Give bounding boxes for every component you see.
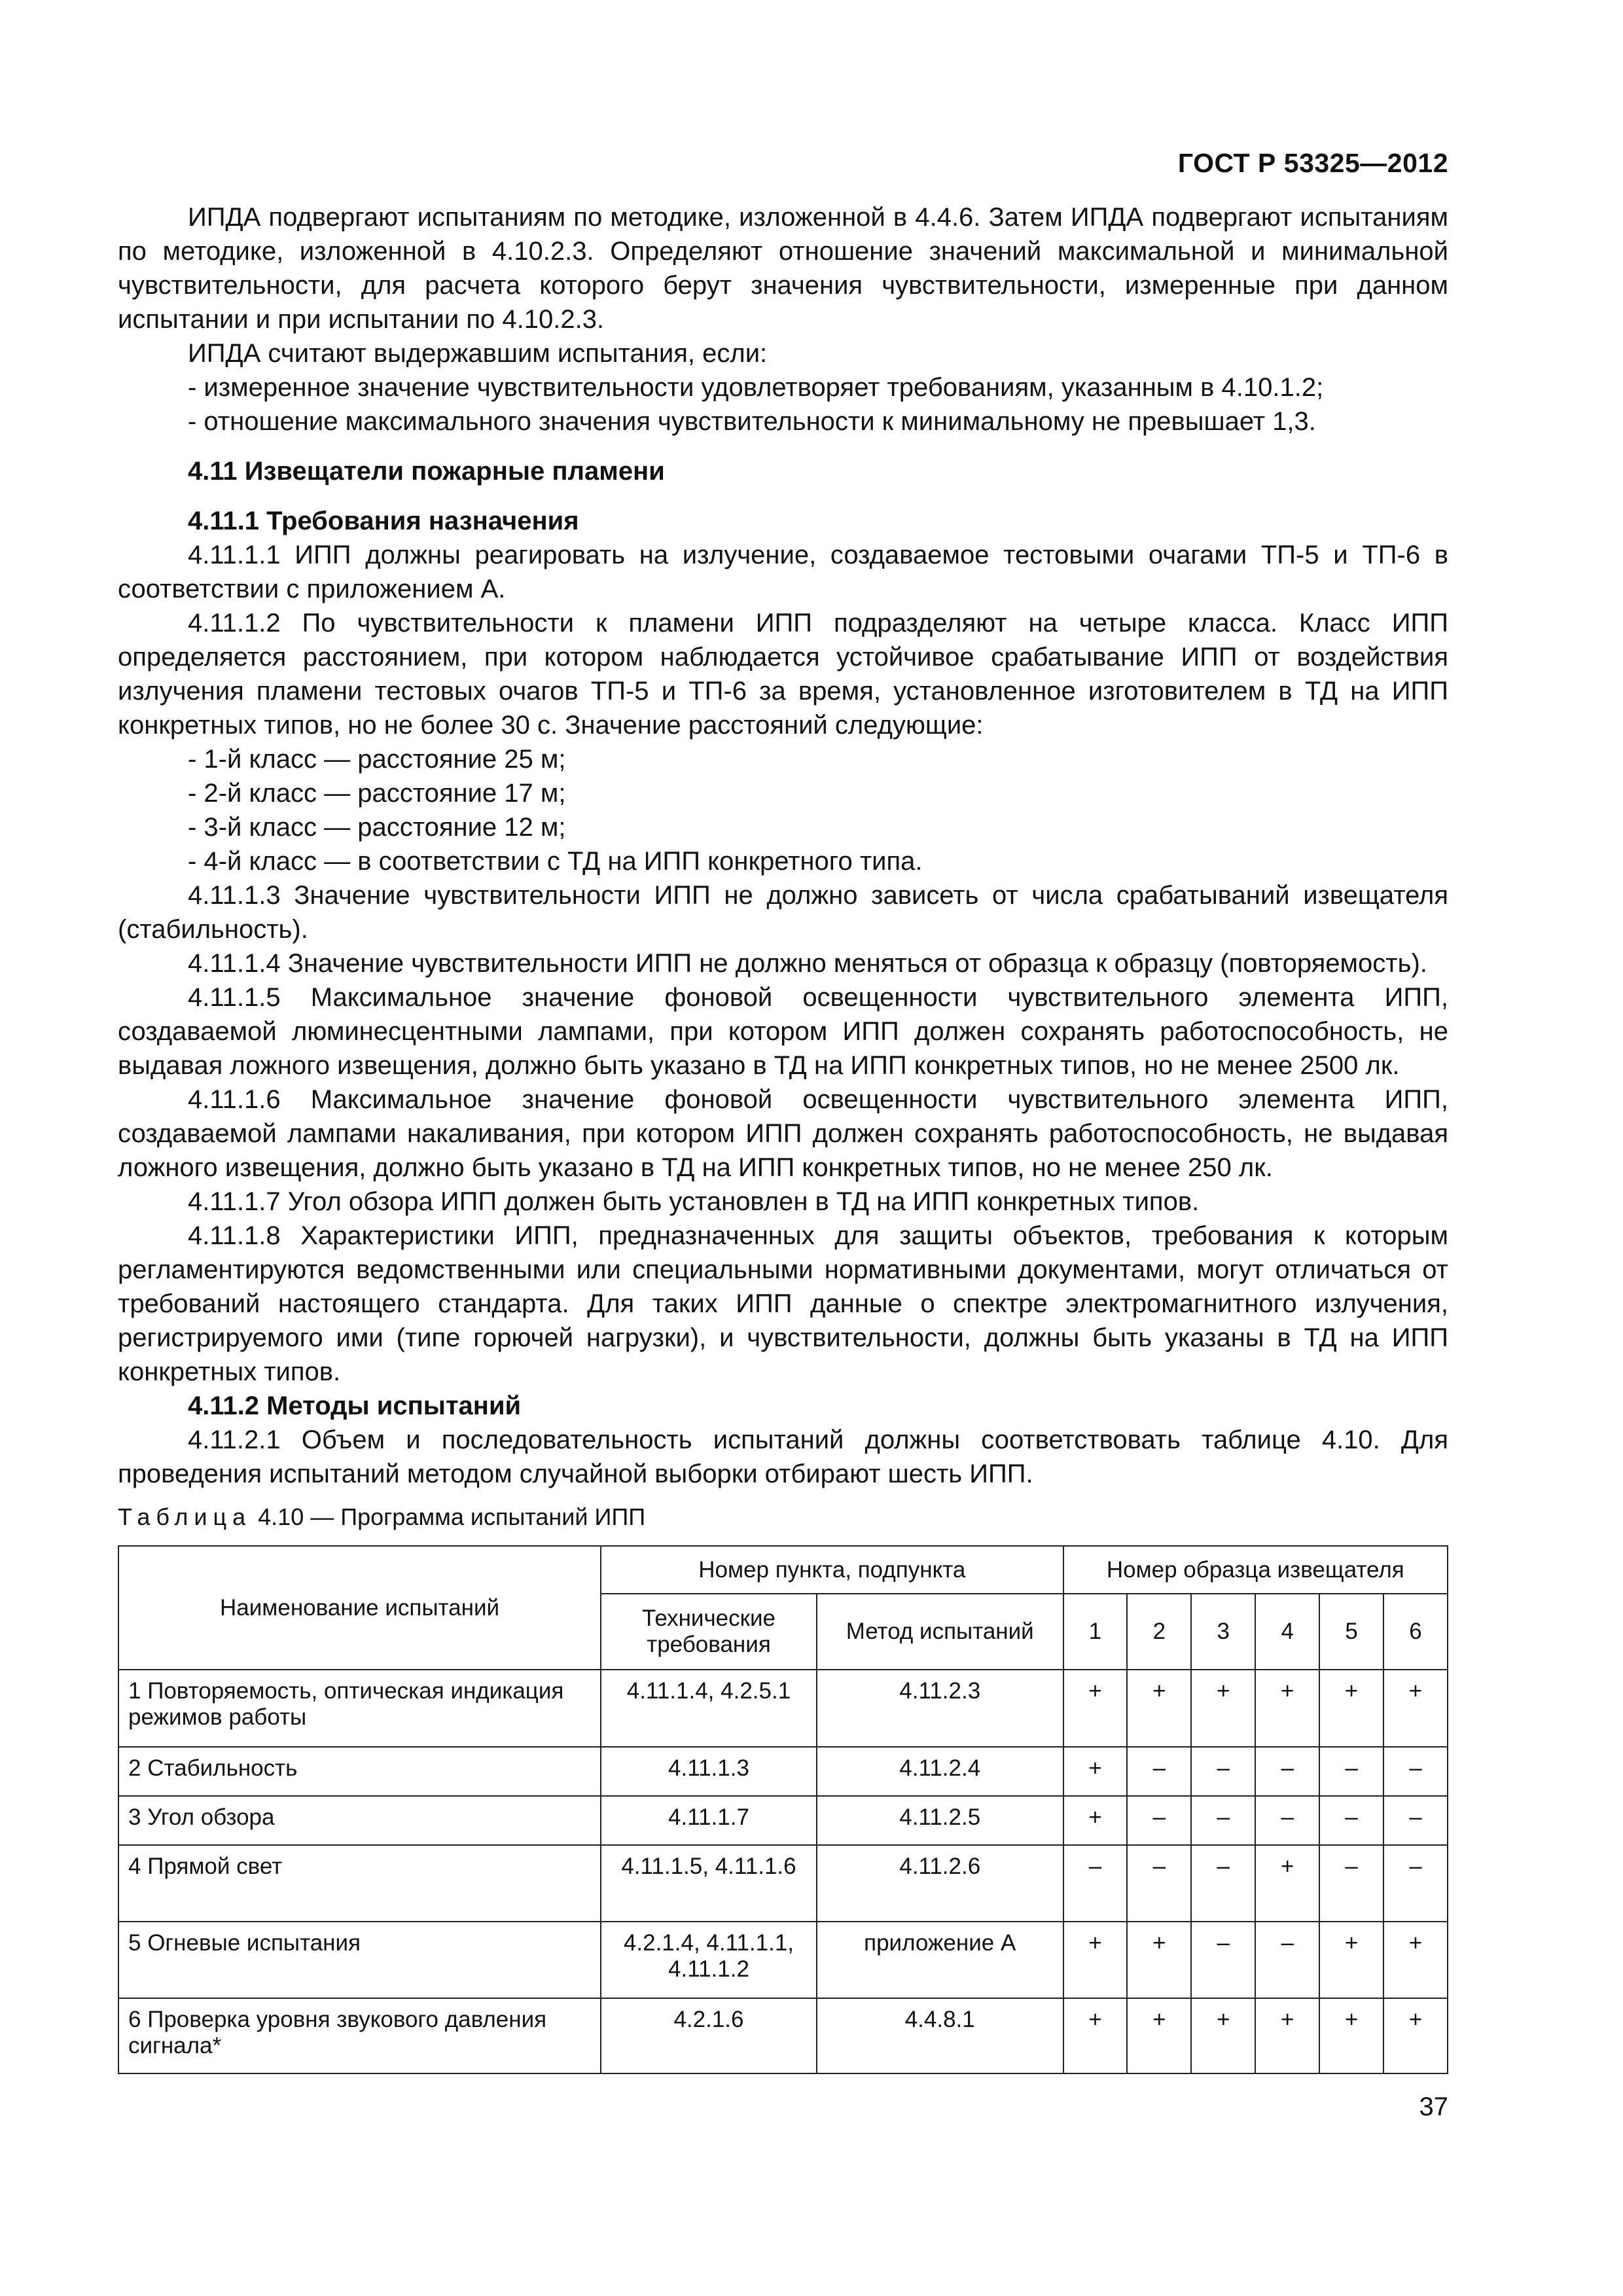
sample-mark-cell: – xyxy=(1127,1796,1191,1845)
paragraph: 4.11.1.5 Максимальное значение фоновой освещенности чувствительного элемента ИПП, создаваемой люминесцентными лампами, при котором ИПП должен сохранять работоспособность, не выдавая ложного извещения, должно быть указано в ТД на ИПП конкретных типов, но не менее 2500 лк. xyxy=(118,983,1448,1080)
list-item: - отношение максимального значения чувствительности к минимальному не превышает 1,3. xyxy=(188,407,1316,436)
table-row xyxy=(118,1998,1448,2073)
page-body xyxy=(118,200,1448,1491)
sample-mark-cell: – xyxy=(1255,1747,1319,1796)
sample-mark-cell: – xyxy=(1127,1845,1191,1922)
table-caption xyxy=(118,1503,645,1532)
sample-mark-cell: + xyxy=(1063,1670,1128,1747)
sample-mark-cell: + xyxy=(1063,1922,1128,1998)
subsection-heading: 4.11.2 Методы испытаний xyxy=(188,1391,522,1420)
list-item: - 3-й класс — расстояние 12 м; xyxy=(188,813,566,842)
test-name-cell: 6 Проверка уровня звукового давления сигнала* xyxy=(118,1998,601,2073)
header-sample-2: 2 xyxy=(1127,1594,1191,1670)
sample-mark-cell: – xyxy=(1319,1747,1383,1796)
test-programme-table xyxy=(118,1545,1448,2074)
table-caption-label: Таблица xyxy=(118,1503,252,1530)
header-test-method: Метод испытаний xyxy=(817,1594,1063,1670)
header-sample-5: 5 xyxy=(1319,1594,1383,1670)
tech-requirement-cell: 4.2.1.4, 4.11.1.1, 4.11.1.2 xyxy=(601,1922,817,1998)
header-sample-group: Номер образца извещателя xyxy=(1063,1546,1448,1594)
sample-mark-cell: + xyxy=(1127,1998,1191,2073)
section-heading: 4.11 Извещатели пожарные пламени xyxy=(188,457,665,486)
sample-mark-cell: – xyxy=(1319,1845,1383,1922)
test-method-cell: 4.4.8.1 xyxy=(817,1998,1063,2073)
page-number: 37 xyxy=(1419,2092,1448,2121)
paragraph: 4.11.1.1 ИПП должны реагировать на излучение, создаваемое тестовыми очагами ТП-5 и ТП-6 в соответствии с приложением А. xyxy=(118,541,1448,603)
sample-mark-cell: – xyxy=(1191,1747,1255,1796)
sample-mark-cell: – xyxy=(1383,1747,1448,1796)
header-sample-6: 6 xyxy=(1383,1594,1448,1670)
paragraph: 4.11.1.7 Угол обзора ИПП должен быть установлен в ТД на ИПП конкретных типов. xyxy=(188,1187,1200,1216)
sample-mark-cell: + xyxy=(1319,1670,1383,1747)
paragraph: 4.11.1.8 Характеристики ИПП, предназначенных для защиты объектов, требования к которым регламентируются ведомственными или специальными нормативными документами, могут отличаться от требований настоящего стандарта. Для таких ИПП данные о спектре электромагнитного излучения, регистрируемого ими (типе горючей нагрузки), и чувствительности, должны быть указаны в ТД на ИПП конкретных типов. xyxy=(118,1221,1448,1386)
sample-mark-cell: – xyxy=(1319,1796,1383,1845)
test-method-cell: 4.11.2.3 xyxy=(817,1670,1063,1747)
table-row xyxy=(118,1922,1448,1998)
test-name-cell: 1 Повторяемость, оптическая индикация режимов работы xyxy=(118,1670,601,1747)
tech-requirement-cell: 4.11.1.4, 4.2.5.1 xyxy=(601,1670,817,1747)
test-method-cell: 4.11.2.4 xyxy=(817,1747,1063,1796)
sample-mark-cell: + xyxy=(1191,1998,1255,2073)
sample-mark-cell: + xyxy=(1319,1998,1383,2073)
sample-mark-cell: + xyxy=(1383,1998,1448,2073)
sample-mark-cell: – xyxy=(1191,1796,1255,1845)
tech-requirement-cell: 4.2.1.6 xyxy=(601,1998,817,2073)
paragraph: 4.11.1.4 Значение чувствительности ИПП не должно меняться от образца к образцу (повторяемость). xyxy=(188,949,1427,978)
header-sample-1: 1 xyxy=(1063,1594,1128,1670)
table-row xyxy=(118,1670,1448,1747)
test-name-cell: 3 Угол обзора xyxy=(118,1796,601,1845)
sample-mark-cell: + xyxy=(1127,1922,1191,1998)
list-item: - 1-й класс — расстояние 25 м; xyxy=(188,745,566,774)
sample-mark-cell: + xyxy=(1063,1998,1128,2073)
sample-mark-cell: + xyxy=(1319,1922,1383,1998)
document-code: ГОСТ Р 53325—2012 xyxy=(1177,148,1448,178)
list-item: - 2-й класс — расстояние 17 м; xyxy=(188,779,566,808)
table-row xyxy=(118,1747,1448,1796)
paragraph: ИПДА считают выдержавшим испытания, если: xyxy=(188,339,768,368)
test-name-cell: 2 Стабильность xyxy=(118,1747,601,1796)
tech-requirement-cell: 4.11.1.5, 4.11.1.6 xyxy=(601,1845,817,1922)
header-sample-3: 3 xyxy=(1191,1594,1255,1670)
subsection-heading: 4.11.1 Требования назначения xyxy=(188,507,579,535)
sample-mark-cell: – xyxy=(1191,1845,1255,1922)
paragraph: ИПДА подвергают испытаниям по методике, изложенной в 4.4.6. Затем ИПДА подвергают испытаниям по методике, изложенной в 4.10.2.3. Определяют отношение значений максимальной и минимальной чувствительности, для расчета которого берут значения чувствительности, измеренные при данном испытании и при испытании по 4.10.2.3. xyxy=(118,203,1448,334)
test-name-cell: 4 Прямой свет xyxy=(118,1845,601,1922)
sample-mark-cell: – xyxy=(1383,1796,1448,1845)
sample-mark-cell: + xyxy=(1063,1747,1128,1796)
table-caption-title: 4.10 — Программа испытаний ИПП xyxy=(251,1503,646,1530)
table-row xyxy=(118,1845,1448,1922)
table-row xyxy=(118,1796,1448,1845)
sample-mark-cell: – xyxy=(1255,1796,1319,1845)
header-clause-group: Номер пункта, подпункта xyxy=(601,1546,1063,1594)
test-name-cell: 5 Огневые испытания xyxy=(118,1922,601,1998)
test-method-cell: 4.11.2.5 xyxy=(817,1796,1063,1845)
sample-mark-cell: – xyxy=(1063,1845,1128,1922)
paragraph: 4.11.2.1 Объем и последовательность испытаний должны соответствовать таблице 4.10. Для проведения испытаний методом случайной выборки отбирают шесть ИПП. xyxy=(118,1426,1448,1488)
sample-mark-cell: – xyxy=(1127,1747,1191,1796)
sample-mark-cell: + xyxy=(1383,1922,1448,1998)
list-item: - измеренное значение чувствительности удовлетворяет требованиям, указанным в 4.10.1.2; xyxy=(188,373,1324,402)
sample-mark-cell: + xyxy=(1255,1670,1319,1747)
paragraph: 4.11.1.2 По чувствительности к пламени ИПП подразделяют на четыре класса. Класс ИПП определяется расстоянием, при котором наблюдается устойчивое срабатывание ИПП от воздействия излучения пламени тестовых очагов ТП-5 и ТП-6 за время, установленное изготовителем в ТД на ИПП конкретных типов, но не более 30 с. Значение расстояний следующие: xyxy=(118,609,1448,740)
sample-mark-cell: + xyxy=(1127,1670,1191,1747)
test-method-cell: приложение А xyxy=(817,1922,1063,1998)
tech-requirement-cell: 4.11.1.7 xyxy=(601,1796,817,1845)
sample-mark-cell: + xyxy=(1255,1998,1319,2073)
header-test-name: Наименование испытаний xyxy=(118,1546,601,1670)
header-sample-4: 4 xyxy=(1255,1594,1319,1670)
sample-mark-cell: – xyxy=(1383,1845,1448,1922)
tech-requirement-cell: 4.11.1.3 xyxy=(601,1747,817,1796)
sample-mark-cell: + xyxy=(1255,1845,1319,1922)
header-technical-requirements: Технические требования xyxy=(601,1594,817,1670)
sample-mark-cell: + xyxy=(1063,1796,1128,1845)
sample-mark-cell: + xyxy=(1383,1670,1448,1747)
list-item: - 4-й класс — в соответствии с ТД на ИПП конкретного типа. xyxy=(188,847,923,876)
paragraph: 4.11.1.3 Значение чувствительности ИПП не должно зависеть от числа срабатываний извещателя (стабильность). xyxy=(118,881,1448,944)
sample-mark-cell: + xyxy=(1191,1670,1255,1747)
sample-mark-cell: – xyxy=(1191,1922,1255,1998)
paragraph: 4.11.1.6 Максимальное значение фоновой освещенности чувствительного элемента ИПП, создаваемой лампами накаливания, при котором ИПП должен сохранять работоспособность, не выдавая ложного извещения, должно быть указано в ТД на ИПП конкретных типов, но не менее 250 лк. xyxy=(118,1085,1448,1182)
test-method-cell: 4.11.2.6 xyxy=(817,1845,1063,1922)
sample-mark-cell: – xyxy=(1255,1922,1319,1998)
